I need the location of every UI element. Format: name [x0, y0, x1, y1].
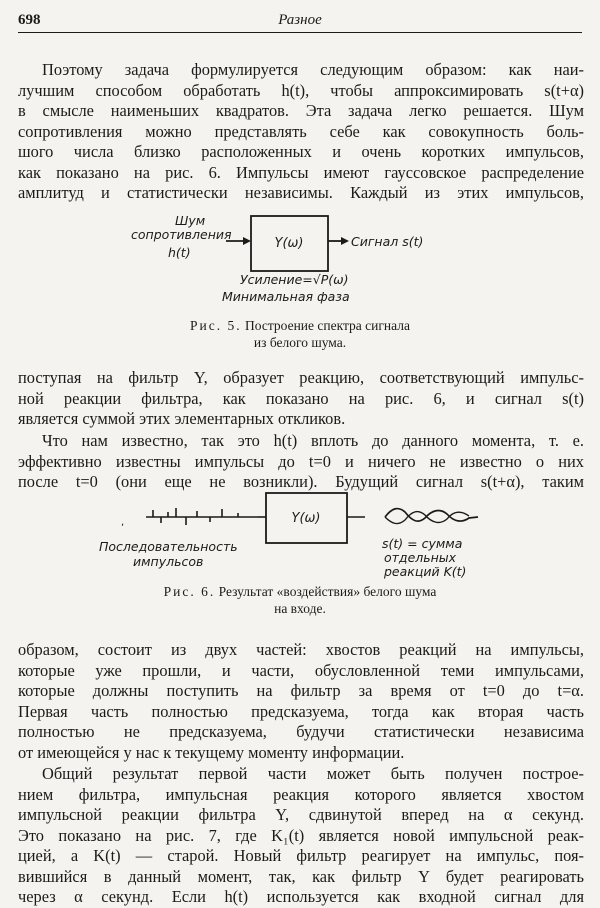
- fig6-response-wave-2: [385, 512, 469, 524]
- text-line: которые уже прошли, и части, обусловленной теми импульсами,: [18, 660, 584, 680]
- text-line: через α секунд. Если h(t) используется как входной сигнал для: [18, 887, 584, 906]
- fig6-right-label-1: s(t) = сумма: [382, 536, 463, 551]
- text-line: сопротивления можно представлять себе как совокупность боль-: [18, 121, 584, 141]
- text-line: в смысле наименьших квадратов. Эта задача легко решается. Шум: [18, 101, 584, 120]
- text-line: Первая часть полностью предсказуема, тогда как вторая часть: [18, 701, 584, 721]
- text-line: поступая на фильтр Y, образует реакцию, соответствующий импульс-: [18, 368, 584, 387]
- text-line: которые должны поступить на фильтр за время от t=0 до t=α.: [18, 681, 584, 700]
- fig5-caption-line-2: из белого шума.: [253, 334, 347, 350]
- fig6-caption-label: Рис. 6.: [163, 584, 216, 599]
- text-line: лучшим способом обработать h(t), чтобы аппроксимировать s(t+α): [18, 80, 584, 100]
- fig6-right-label-2: отдельных: [384, 550, 457, 565]
- text-line: нием фильтра, импульсная реакция которого является хвостом: [18, 784, 584, 804]
- fig5-input-label-1: Шум: [175, 213, 206, 228]
- figure-6-caption: [0, 584, 600, 617]
- fig5-output-arrowhead: [341, 237, 349, 245]
- text-line: импульсной реакции фильтра Y, сдвинутой вперед на α секунд.: [18, 805, 584, 824]
- fig6-mark: ,: [121, 517, 125, 528]
- fig6-response-wave: [385, 509, 478, 522]
- fig6-caption-line-2: на входе.: [274, 600, 326, 616]
- text-line: Поэтому задача формулируется следующим образом: как наи-: [42, 60, 584, 79]
- text-line: Что нам известно, так это h(t) вплоть до данного момента, т. е.: [42, 431, 584, 450]
- text-line: шого числа близко расположенных и очень коротких импульсов,: [18, 142, 584, 161]
- text-line: полностью не предсказуема, будучи статистически независима: [18, 722, 584, 741]
- header-rule: [18, 32, 582, 33]
- text-line: вившийся в данный момент, так, как фильтр Y будет реагировать: [18, 866, 584, 886]
- text-line: от имеющейся у нас к текущему моменту информации.: [18, 742, 405, 762]
- fig5-phase-label: Минимальная фаза: [222, 289, 350, 304]
- text-line: после t=0 (они еще не возникли). Будущий сигнал s(t+α), таким: [18, 472, 584, 491]
- fig6-left-label-1: Последовательность: [99, 539, 238, 554]
- figure-5-diagram: [0, 205, 600, 310]
- text-line: амплитуд и статистически независимы. Каждый из этих импульсов,: [18, 183, 584, 202]
- figure-6-diagram: [0, 488, 600, 580]
- fig6-caption-line-1: [0, 584, 600, 601]
- fig5-gain-label: Усиление=√P(ω): [240, 272, 349, 287]
- paragraph-2: [18, 368, 584, 430]
- fig5-input-arrowhead: [243, 237, 251, 245]
- fig5-block-label: Y(ω): [274, 236, 304, 251]
- fig5-input-label-3: h(t): [168, 245, 191, 260]
- fig5-caption-line-1: [0, 318, 600, 335]
- fig5-caption-text: Построение спектра сигнала: [245, 318, 410, 333]
- fig6-caption-text: Результат «воздействия» белого шума: [218, 584, 437, 599]
- fig6-block-label: Y(ω): [291, 511, 321, 526]
- page-number: 698: [18, 12, 41, 28]
- text-line: Общий результат первой части может быть получен построе-: [42, 764, 584, 783]
- figure-5-caption: [0, 318, 600, 351]
- fig6-left-label-2: импульсов: [133, 554, 204, 569]
- fig5-output-label: Сигнал s(t): [351, 234, 424, 249]
- text-line: эффективно известны импульсы до t=0 и ничего не известно о них: [18, 451, 584, 471]
- paragraph-1: [18, 60, 584, 204]
- fig5-caption-label: Рис. 5.: [190, 318, 242, 333]
- paragraph-4: [18, 640, 584, 763]
- text-line: как показано на рис. 6. Импульсы имеют гауссовское распределение: [18, 162, 584, 182]
- text-line: образом, состоит из двух частей: хвостов реакций на импульсы,: [18, 640, 584, 659]
- page-header: [18, 8, 582, 34]
- paragraph-3: [18, 431, 584, 493]
- text-line: Это показано на рис. 7, где K₁(t) является новой импульсной реак-: [18, 825, 584, 845]
- paragraph-5: [18, 764, 584, 908]
- running-title: Разное: [278, 12, 322, 28]
- text-line: ной реакции фильтра, как показано на рис. 6, и сигнал s(t): [18, 388, 584, 408]
- fig6-right-label-3: реакций K(t): [384, 564, 467, 579]
- fig5-input-label-2: сопротивления: [131, 227, 232, 242]
- text-line: является суммой этих элементарных откликов.: [18, 409, 346, 428]
- text-line: цией, а K(t) — старой. Новый фильтр реагирует на импульс, поя-: [18, 846, 584, 865]
